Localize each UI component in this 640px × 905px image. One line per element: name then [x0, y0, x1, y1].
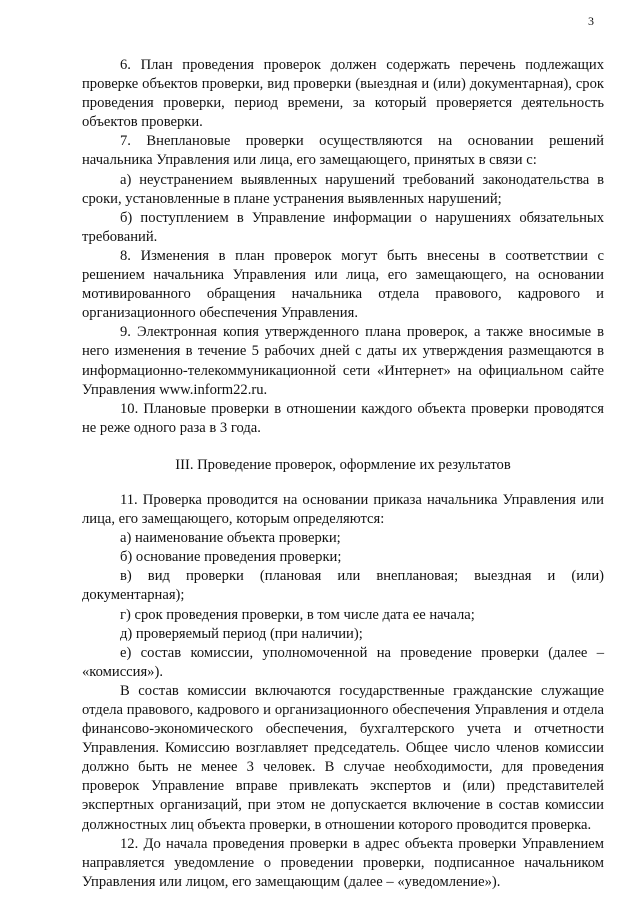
paragraph-11: 11. Проверка проводится на основании приказа начальника Управления или лица, его замещающего, которым определяются: [82, 491, 604, 528]
paragraph-11-item-d: г) срок проведения проверки, в том числе дата ее начала; [120, 606, 475, 623]
page-number: 3 [588, 14, 594, 28]
paragraph-11-item-b: б) основание проведения проверки; [120, 549, 342, 566]
paragraph-12: 12. До начала проведения проверки в адрес объекта проверки Управлением направляется уведомление о проведении проверки, подписанное начальником Управления или лицом, его замещающим (далее – «уведомление»). [82, 835, 604, 890]
paragraph-7-item-b: б) поступлением в Управление информации о нарушениях обязательных требований. [82, 209, 604, 245]
paragraph-8: 8. Изменения в план проверок могут быть внесены в соответствии с решением начальника Управления или лица, его замещающего, на основании мотивированного обращения начальника отдела правового, кадрового и организационного обеспечения Управления. [82, 247, 604, 322]
paragraph-7: 7. Внеплановые проверки осуществляются на основании решений начальника Управления или лица, его замещающего, принятых в связи с: [82, 133, 604, 169]
paragraph-6: 6. План проведения проверок должен содержать перечень подлежащих проверке объектов проверки, вид проверки (выездная и (или) документарная), срок проведения проверки, период времени, за который проверяется деятельность объектов проверки. [82, 57, 604, 131]
document-body [82, 56, 604, 892]
paragraph-7-item-a: а) неустранением выявленных нарушений требований законодательства в сроки, установленные в плане устранения выявленных нарушений; [82, 171, 604, 207]
paragraph-11-item-c: в) вид проверки (плановая или внеплановая; выездная и (или) документарная); [82, 568, 604, 604]
paragraph-commission: В состав комиссии включаются государственные гражданские служащие отдела правового, кадрового и организационного обеспечения Управления и отдела финансово-экономического обеспечения, бухгалтерского учета и отчетности Управления. Комиссию возглавляет председатель. Общее число членов комиссии должно быть не менее 3 человек. В случае необходимости, для проведения проверок Управление вправе привлекать экспертов и (или) представителей экспертных организаций, при этом не допускается включение в состав комиссии должностных лиц объекта проверки, в отношении которого проводится проверка. [82, 682, 604, 833]
section-heading: III. Проведение проверок, оформление их результатов [175, 456, 511, 473]
paragraph-10: 10. Плановые проверки в отношении каждого объекта проверки проводятся не реже одного раза в 3 года. [82, 400, 604, 436]
paragraph-11-item-a: а) наименование объекта проверки; [120, 530, 341, 547]
paragraph-11-item-e: д) проверяемый период (при наличии); [120, 625, 363, 642]
paragraph-9: 9. Электронная копия утвержденного плана проверок, а также вносимые в него изменения в течение 5 рабочих дней с даты их утверждения размещаются в информационно-телекоммуникационной сети «Интернет» на официальном сайте Управления www.inform22.ru. [82, 324, 604, 398]
paragraph-11-item-f: е) состав комиссии, уполномоченной на проведение проверки (далее – «комиссия»). [82, 644, 604, 680]
